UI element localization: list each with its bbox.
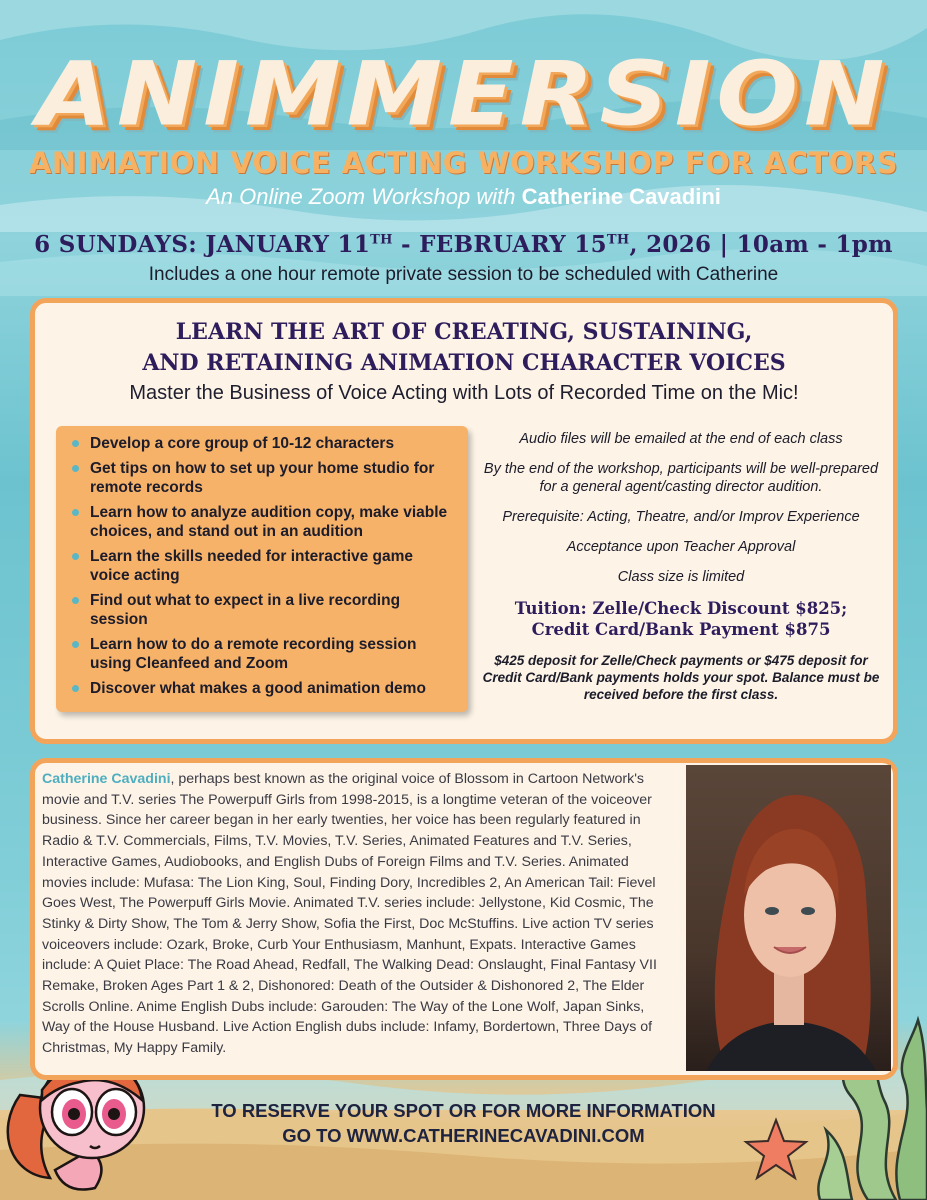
course-heading xyxy=(30,317,898,379)
cta-line: TO RESERVE YOUR SPOT OR FOR MORE INFORMATION xyxy=(211,1100,716,1121)
info-line: By the end of the workshop, participants will be well-prepared for a general agent/casting director audition. xyxy=(483,461,879,495)
course-info xyxy=(476,430,886,715)
event-subtitle: ANIMATION VOICE ACTING WORKSHOP FOR ACTORS xyxy=(28,146,899,180)
portrait-icon xyxy=(686,765,891,1071)
list-item-text: Discover what makes a good animation demo xyxy=(90,680,426,697)
bullet-icon xyxy=(72,440,79,447)
list-item xyxy=(70,591,454,629)
private-session-note: Includes a one hour remote private session to be scheduled with Catherine xyxy=(148,264,779,285)
skills-list-box xyxy=(56,426,468,712)
bio-text xyxy=(42,769,676,1059)
list-item-text: Develop a core group of 10-12 characters xyxy=(90,435,395,452)
course-heading-line: LEARN THE ART OF CREATING, SUSTAINING, xyxy=(175,319,753,345)
bullet-icon xyxy=(72,553,79,560)
bio-body: , perhaps best known as the original voice of Blossom in Cartoon Network's movie and T.V. series The Powerpuff Girls from 1998-2015, is a longtime veteran of the voiceover business. Since her career began in her early twenties, her voice has been regularly featured in Radio & T.V. Commercials, Films, T.V. Movies, T.V. Series, Animated Features and T.V. Series, Interactive Games, Audiobooks, and English Dubs of Foreign Films and T.V. Series. Animated movies include: Mufasa: The Lion King, Soul, Finding Dory, Incredibles 2, An American Tail: Fievel Goes West, The Powerpuff Girls Movie. Animated T.V. series include: Jellystone, Kid Cosmic, The Stinky & Dirty Show, The Tom & Jerry Show, Sofia the First, Doc McStuffins. Live action TV series voiceovers include: Ozark, Broke, Curb Your Enthusiasm, Manhunt, Expats. Interactive Games include: A Quiet Place: The Road Ahead, Redfall, The Walking Dead: Onslaught, Final Fantasy VII Remake, Broken Ages Part 1 & 2, Dishonored: Death of the Outsider & Dishonored 2, The Elder Scrolls Online. Anime English Dubs include: Garouden: The Way of the Lone Wolf, Japan Sinks, Way of the House Husband. Live Action English dubs include: Infamy, Bordertown, Three Days of Christmas, My Happy Family. xyxy=(42,771,657,1057)
course-heading-line: AND RETAINING ANIMATION CHARACTER VOICES xyxy=(142,350,786,376)
bullet-icon xyxy=(72,597,79,604)
online-prefix: An Online Zoom Workshop with xyxy=(206,184,516,209)
bullet-icon xyxy=(72,465,79,472)
list-item-text: Get tips on how to set up your home studio for remote records xyxy=(90,460,435,496)
tuition-line: Tuition: Zelle/Check Discount $825; xyxy=(514,599,848,618)
info-line: Audio files will be emailed at the end of each class xyxy=(519,431,843,447)
info-line: Class size is limited xyxy=(617,569,745,585)
dates-text: , 2026 | 10am - 1pm xyxy=(629,231,893,258)
list-item xyxy=(70,503,454,541)
list-item xyxy=(70,635,454,673)
online-workshop-line xyxy=(0,184,927,210)
dates-text: 6 SUNDAYS: JANUARY 11 xyxy=(34,231,371,258)
list-item-text: Learn how to do a remote recording session using Cleanfeed and Zoom xyxy=(90,636,417,672)
course-tagline: Master the Business of Voice Acting with Lots of Recorded Time on the Mic! xyxy=(129,382,799,404)
deposit-note: $425 deposit for Zelle/Check payments or $475 deposit for Credit Card/Bank payments holds your spot. Balance must be received before the first class. xyxy=(482,653,880,702)
date-suffix: TH xyxy=(370,232,393,248)
info-line: Acceptance upon Teacher Approval xyxy=(566,539,796,555)
list-item-text: Find out what to expect in a live recording session xyxy=(90,592,401,628)
bullet-icon xyxy=(72,641,79,648)
info-line: Prerequisite: Acting, Theatre, and/or Improv Experience xyxy=(502,509,860,525)
instructor-photo xyxy=(686,765,891,1071)
list-item xyxy=(70,459,454,497)
tuition-price xyxy=(476,598,886,640)
event-title: ANIMMERSION xyxy=(36,42,891,146)
bio-name: Catherine Cavadini xyxy=(42,771,171,787)
instructor-name: Catherine Cavadini xyxy=(521,184,721,209)
skills-list xyxy=(70,434,454,698)
event-dates xyxy=(0,231,927,258)
list-item xyxy=(70,547,454,585)
list-item-text: Learn how to analyze audition copy, make viable choices, and stand out in an audition xyxy=(90,504,448,540)
dates-text: - FEBRUARY 15 xyxy=(392,231,607,258)
list-item xyxy=(70,434,454,453)
call-to-action xyxy=(130,1098,797,1148)
list-item xyxy=(70,679,454,698)
website-link[interactable]: GO TO WWW.CATHERINECAVADINI.COM xyxy=(282,1125,645,1146)
list-item-text: Learn the skills needed for interactive game voice acting xyxy=(90,548,414,584)
bullet-icon xyxy=(72,685,79,692)
tuition-line: Credit Card/Bank Payment $875 xyxy=(531,620,831,639)
bullet-icon xyxy=(72,509,79,516)
date-suffix: TH xyxy=(606,232,630,248)
